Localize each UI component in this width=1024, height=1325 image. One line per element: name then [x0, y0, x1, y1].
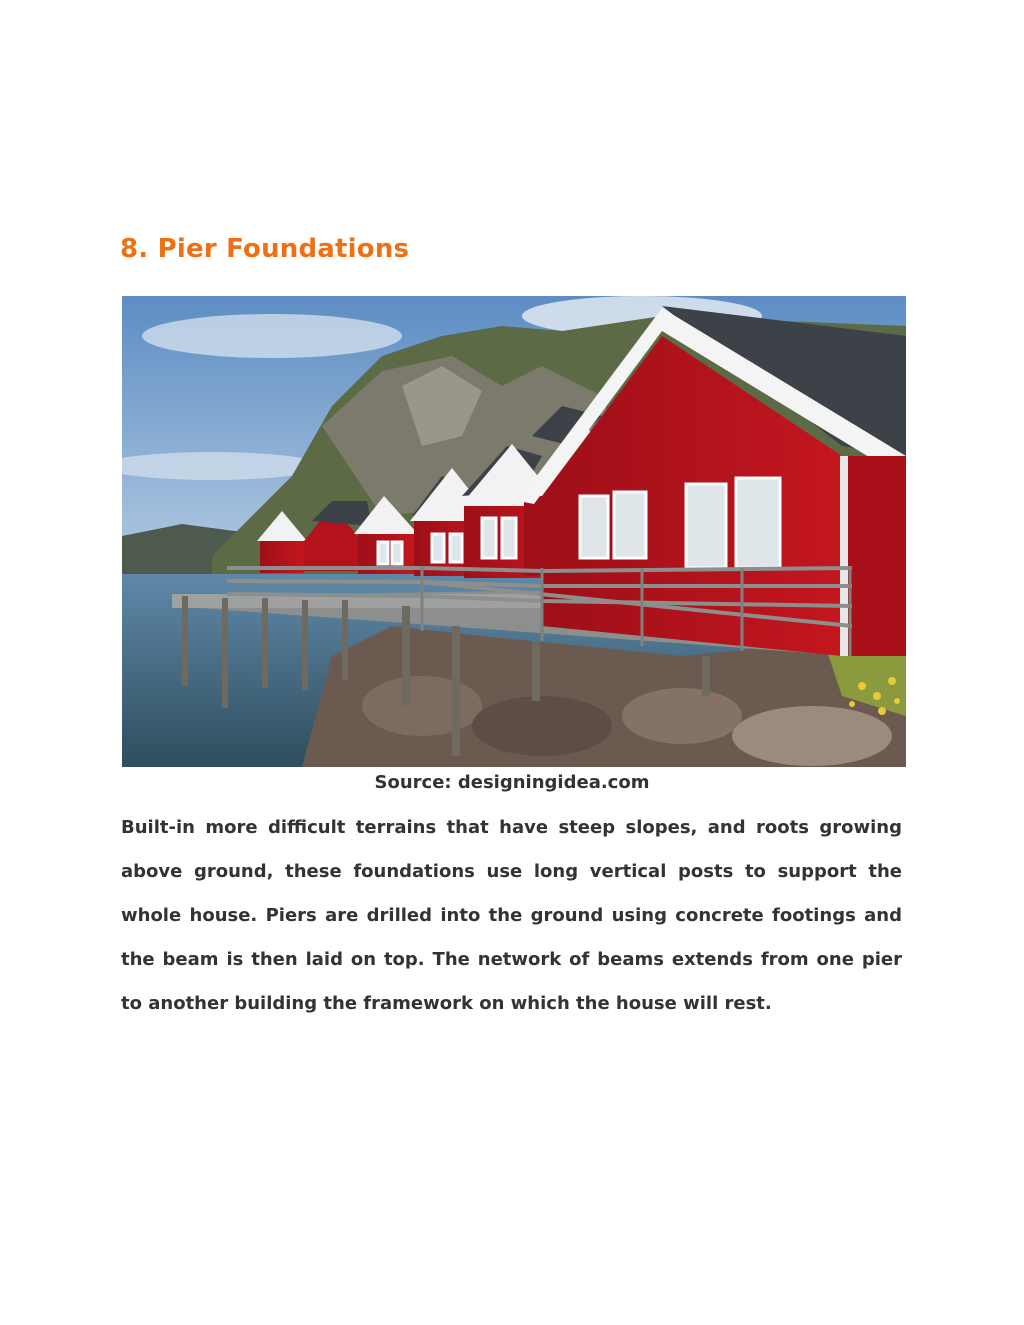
red-pier-houses-photo: [122, 296, 906, 767]
image-caption: Source: designingidea.com: [374, 772, 650, 793]
page-title: 8. Pier Foundations: [120, 234, 410, 264]
body-paragraph: Built-in more difficult terrains that have steep slopes, and roots growing above ground, these foundations use long vertical posts to support the whole house. Piers are drilled into the ground using concrete footings and the beam is then laid on top. The network of beams extends from one pier to another building the framework on which the house will rest.: [121, 817, 902, 1014]
